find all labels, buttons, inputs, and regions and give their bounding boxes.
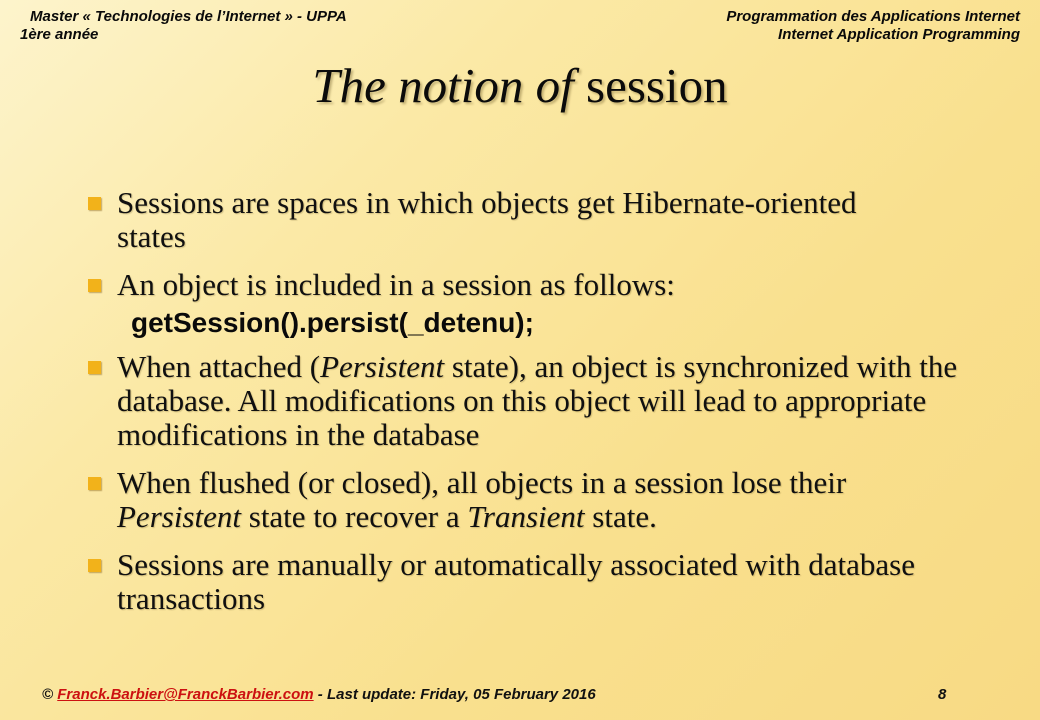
code-snippet: getSession().persist(_detenu); bbox=[131, 307, 534, 338]
bullet-item-5: Sessions are manually or automatically associated with database transactions bbox=[117, 547, 916, 616]
bullet-3-text-pre: When attached ( bbox=[117, 349, 321, 384]
bullet-item-1: Sessions are spaces in which objects get Hibernate-oriented states bbox=[117, 185, 857, 254]
bullet-4-text-post: state. bbox=[584, 499, 657, 534]
course-title: Master « Technologies de l’Internet » - UPPA bbox=[30, 8, 347, 25]
footer bbox=[42, 686, 596, 703]
bullet-3-text-post: state), an object is synchronized with the database. All modifications on this object will lead to appropriate modifications in the database bbox=[117, 349, 958, 452]
bullet-4-italic-2: Transient bbox=[467, 499, 585, 534]
bullet-item-2: An object is included in a session as follows: bbox=[117, 267, 675, 302]
bullet-item-3 bbox=[117, 350, 962, 452]
bullet-item-4 bbox=[117, 466, 977, 534]
last-update: - Last update: Friday, 05 February 2016 bbox=[313, 686, 596, 703]
author-email-link[interactable]: Franck.Barbier@FranckBarbier.com bbox=[57, 686, 314, 703]
bullet-3-italic: Persistent bbox=[320, 349, 445, 384]
bullet-4-text-mid: state to recover a bbox=[241, 499, 468, 534]
course-year: 1ère année bbox=[20, 26, 99, 43]
copyright-symbol: © bbox=[42, 686, 58, 703]
bullet-4-text-pre: When flushed (or closed), all objects in a session lose their bbox=[117, 465, 847, 500]
title-italic-part: The notion of bbox=[312, 58, 574, 113]
page-number: 8 bbox=[938, 686, 947, 703]
bullet-square-icon bbox=[88, 477, 101, 490]
bullet-square-icon bbox=[88, 559, 101, 572]
bullet-square-icon bbox=[88, 197, 101, 210]
title-normal-part: session bbox=[586, 58, 728, 113]
bullet-4-italic-1: Persistent bbox=[117, 499, 241, 534]
course-name-fr: Programmation des Applications Internet bbox=[726, 8, 1020, 25]
bullet-square-icon bbox=[88, 361, 101, 374]
bullet-square-icon bbox=[88, 279, 101, 292]
course-name-en: Internet Application Programming bbox=[778, 26, 1020, 43]
